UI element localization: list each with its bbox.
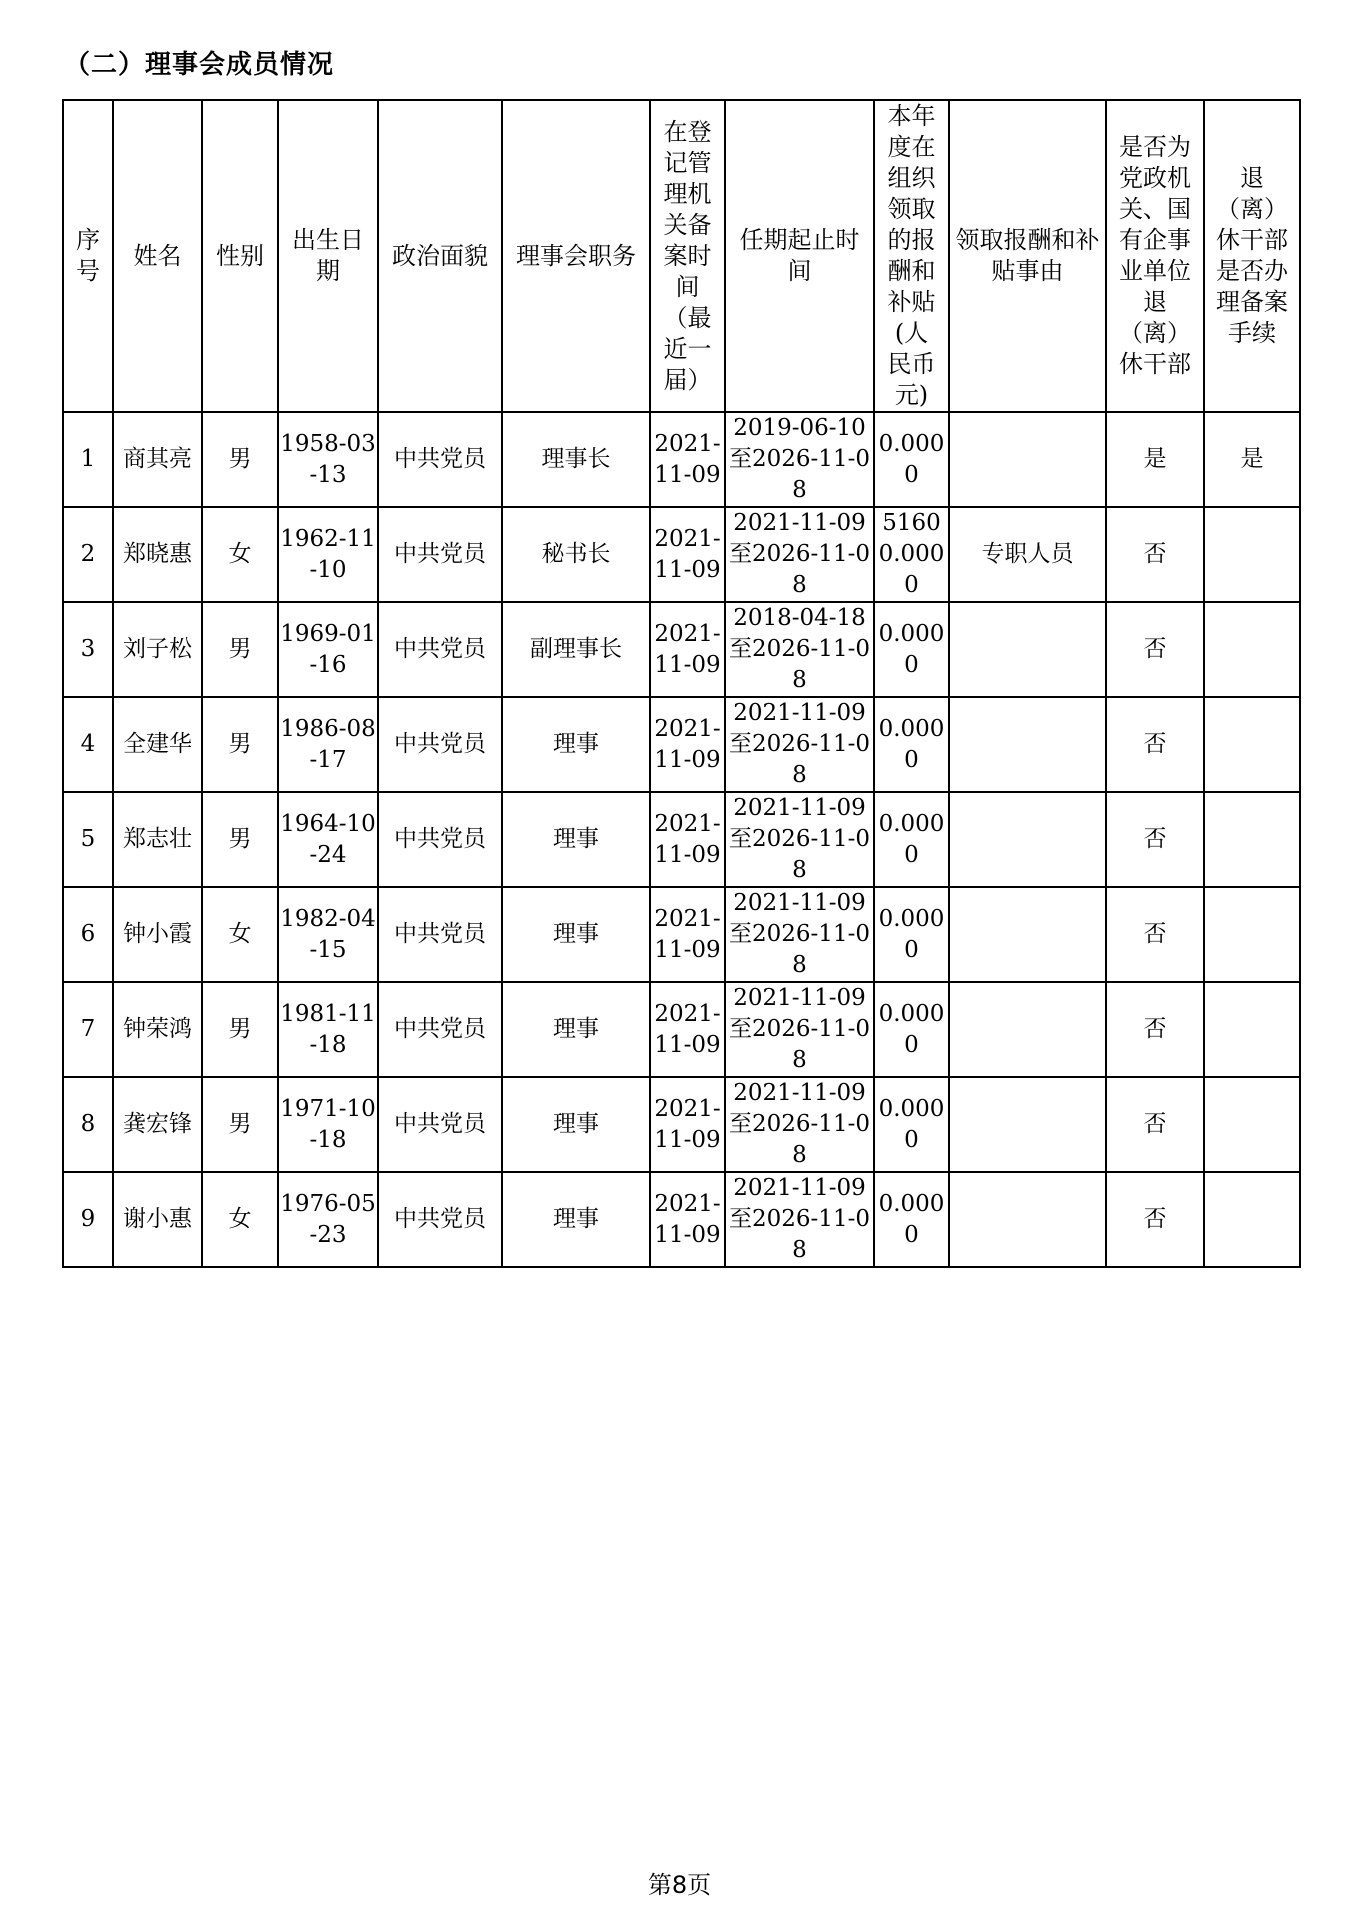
cell-gender: 女 xyxy=(202,1172,278,1267)
cell-retired: 否 xyxy=(1106,697,1204,792)
cell-birth: 1962-11-10 xyxy=(278,507,378,602)
header-cell: 本年度在组织领取的报酬和补贴(人民币元) xyxy=(874,100,949,412)
table-row xyxy=(63,1172,1300,1267)
cell-retired: 否 xyxy=(1106,1077,1204,1172)
cell-party: 中共党员 xyxy=(378,887,502,982)
cell-party: 中共党员 xyxy=(378,697,502,792)
cell-pay: 51600.0000 xyxy=(874,507,949,602)
table-row xyxy=(63,982,1300,1077)
cell-gender: 女 xyxy=(202,507,278,602)
cell-birth: 1958-03-13 xyxy=(278,412,378,507)
header-cell: 是否为党政机关、国有企事业单位退（离）休干部 xyxy=(1106,100,1204,412)
cell-retired: 否 xyxy=(1106,982,1204,1077)
cell-no: 1 xyxy=(63,412,113,507)
cell-term: 2021-11-09至2026-11-08 xyxy=(725,1172,874,1267)
cell-pay: 0.0000 xyxy=(874,887,949,982)
cell-role: 理事 xyxy=(502,1077,650,1172)
cell-name: 钟小霞 xyxy=(113,887,202,982)
cell-retired: 是 xyxy=(1106,412,1204,507)
cell-term: 2019-06-10至2026-11-08 xyxy=(725,412,874,507)
cell-name: 商其亮 xyxy=(113,412,202,507)
cell-no: 5 xyxy=(63,792,113,887)
cell-no: 7 xyxy=(63,982,113,1077)
table-row xyxy=(63,1077,1300,1172)
cell-filing-done xyxy=(1204,1077,1300,1172)
cell-birth: 1971-10-18 xyxy=(278,1077,378,1172)
cell-no: 6 xyxy=(63,887,113,982)
cell-term: 2021-11-09至2026-11-08 xyxy=(725,507,874,602)
cell-filed: 2021-11-09 xyxy=(650,697,725,792)
cell-filing-done: 是 xyxy=(1204,412,1300,507)
cell-name: 刘子松 xyxy=(113,602,202,697)
cell-role: 理事 xyxy=(502,792,650,887)
cell-filed: 2021-11-09 xyxy=(650,792,725,887)
header-cell: 出生日期 xyxy=(278,100,378,412)
cell-name: 郑志壮 xyxy=(113,792,202,887)
section-title: （二）理事会成员情况 xyxy=(64,50,335,80)
cell-gender: 男 xyxy=(202,792,278,887)
cell-gender: 女 xyxy=(202,887,278,982)
cell-name: 谢小惠 xyxy=(113,1172,202,1267)
cell-role: 理事 xyxy=(502,1172,650,1267)
cell-role: 副理事长 xyxy=(502,602,650,697)
cell-role: 理事 xyxy=(502,982,650,1077)
header-cell: 政治面貌 xyxy=(378,100,502,412)
cell-birth: 1981-11-18 xyxy=(278,982,378,1077)
cell-party: 中共党员 xyxy=(378,412,502,507)
cell-no: 8 xyxy=(63,1077,113,1172)
cell-party: 中共党员 xyxy=(378,1172,502,1267)
cell-filing-done xyxy=(1204,792,1300,887)
cell-filing-done xyxy=(1204,887,1300,982)
header-cell: 退（离）休干部是否办理备案手续 xyxy=(1204,100,1300,412)
cell-reason xyxy=(949,697,1106,792)
table-row xyxy=(63,507,1300,602)
cell-filing-done xyxy=(1204,507,1300,602)
cell-role: 理事长 xyxy=(502,412,650,507)
cell-retired: 否 xyxy=(1106,507,1204,602)
cell-gender: 男 xyxy=(202,982,278,1077)
cell-role: 秘书长 xyxy=(502,507,650,602)
cell-name: 全建华 xyxy=(113,697,202,792)
cell-filed: 2021-11-09 xyxy=(650,887,725,982)
cell-gender: 男 xyxy=(202,697,278,792)
table-row xyxy=(63,792,1300,887)
cell-birth: 1986-08-17 xyxy=(278,697,378,792)
cell-term: 2021-11-09至2026-11-08 xyxy=(725,1077,874,1172)
cell-term: 2021-11-09至2026-11-08 xyxy=(725,887,874,982)
cell-pay: 0.0000 xyxy=(874,1172,949,1267)
header-cell: 序号 xyxy=(63,100,113,412)
table-row xyxy=(63,412,1300,507)
cell-pay: 0.0000 xyxy=(874,1077,949,1172)
cell-birth: 1964-10-24 xyxy=(278,792,378,887)
header-cell: 姓名 xyxy=(113,100,202,412)
cell-name: 郑晓惠 xyxy=(113,507,202,602)
cell-retired: 否 xyxy=(1106,1172,1204,1267)
cell-filing-done xyxy=(1204,982,1300,1077)
cell-retired: 否 xyxy=(1106,602,1204,697)
cell-retired: 否 xyxy=(1106,887,1204,982)
cell-party: 中共党员 xyxy=(378,792,502,887)
cell-pay: 0.0000 xyxy=(874,602,949,697)
board-members-table xyxy=(62,99,1301,1268)
cell-party: 中共党员 xyxy=(378,507,502,602)
cell-reason xyxy=(949,792,1106,887)
cell-party: 中共党员 xyxy=(378,982,502,1077)
table-row xyxy=(63,887,1300,982)
cell-reason xyxy=(949,887,1106,982)
cell-term: 2021-11-09至2026-11-08 xyxy=(725,792,874,887)
page-number: 第8页 xyxy=(647,1871,712,1899)
cell-reason xyxy=(949,1077,1106,1172)
cell-reason xyxy=(949,982,1106,1077)
header-cell: 任期起止时间 xyxy=(725,100,874,412)
cell-pay: 0.0000 xyxy=(874,982,949,1077)
cell-term: 2021-11-09至2026-11-08 xyxy=(725,697,874,792)
cell-filing-done xyxy=(1204,697,1300,792)
cell-role: 理事 xyxy=(502,887,650,982)
cell-no: 9 xyxy=(63,1172,113,1267)
cell-gender: 男 xyxy=(202,602,278,697)
header-cell: 在登记管理机关备案时间（最近一届） xyxy=(650,100,725,412)
cell-filed: 2021-11-09 xyxy=(650,412,725,507)
cell-birth: 1969-01-16 xyxy=(278,602,378,697)
cell-role: 理事 xyxy=(502,697,650,792)
cell-filed: 2021-11-09 xyxy=(650,602,725,697)
cell-no: 2 xyxy=(63,507,113,602)
cell-name: 龚宏锋 xyxy=(113,1077,202,1172)
cell-filed: 2021-11-09 xyxy=(650,1172,725,1267)
cell-filing-done xyxy=(1204,1172,1300,1267)
cell-party: 中共党员 xyxy=(378,602,502,697)
cell-reason: 专职人员 xyxy=(949,507,1106,602)
cell-no: 4 xyxy=(63,697,113,792)
header-cell: 性别 xyxy=(202,100,278,412)
header-cell: 理事会职务 xyxy=(502,100,650,412)
cell-term: 2018-04-18至2026-11-08 xyxy=(725,602,874,697)
cell-birth: 1982-04-15 xyxy=(278,887,378,982)
cell-term: 2021-11-09至2026-11-08 xyxy=(725,982,874,1077)
header-cell: 领取报酬和补贴事由 xyxy=(949,100,1106,412)
cell-gender: 男 xyxy=(202,412,278,507)
cell-pay: 0.0000 xyxy=(874,697,949,792)
cell-gender: 男 xyxy=(202,1077,278,1172)
table-row xyxy=(63,602,1300,697)
cell-filed: 2021-11-09 xyxy=(650,507,725,602)
table-header-row xyxy=(63,100,1300,412)
cell-filed: 2021-11-09 xyxy=(650,1077,725,1172)
cell-name: 钟荣鸿 xyxy=(113,982,202,1077)
cell-pay: 0.0000 xyxy=(874,792,949,887)
cell-reason xyxy=(949,602,1106,697)
cell-reason xyxy=(949,412,1106,507)
table-row xyxy=(63,697,1300,792)
cell-pay: 0.0000 xyxy=(874,412,949,507)
cell-filed: 2021-11-09 xyxy=(650,982,725,1077)
cell-party: 中共党员 xyxy=(378,1077,502,1172)
cell-filing-done xyxy=(1204,602,1300,697)
cell-reason xyxy=(949,1172,1106,1267)
cell-birth: 1976-05-23 xyxy=(278,1172,378,1267)
cell-no: 3 xyxy=(63,602,113,697)
cell-retired: 否 xyxy=(1106,792,1204,887)
